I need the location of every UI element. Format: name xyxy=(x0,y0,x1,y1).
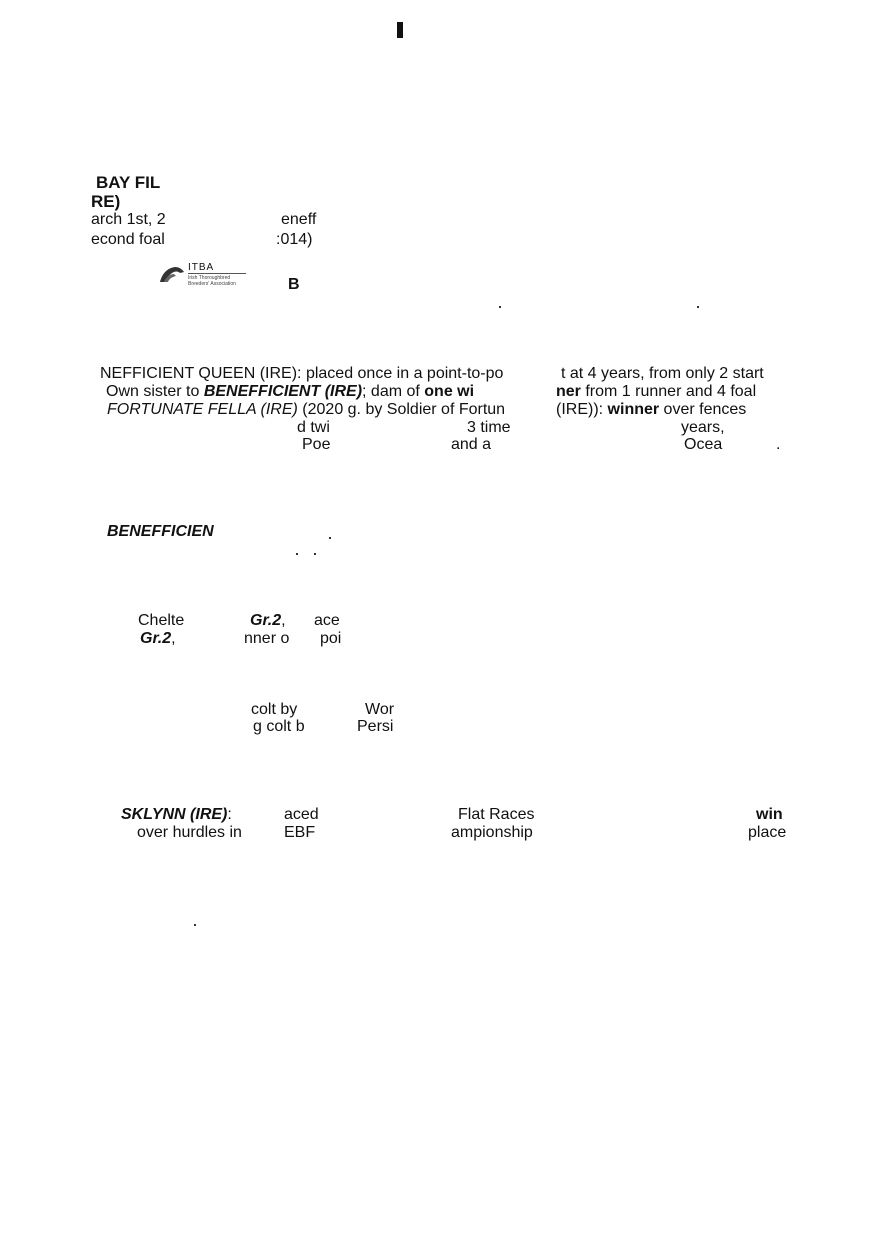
third-line-1c: aced xyxy=(284,806,319,823)
intro-line-1b: eneff xyxy=(281,211,317,228)
dam-bold-text: one wi xyxy=(424,383,475,400)
dam-text: from 1 runner and 4 foal xyxy=(580,383,757,400)
horse-name: BENEFFICIENT (IRE) xyxy=(203,383,363,400)
second-dam-heading: BENEFFICIEN xyxy=(107,523,214,540)
second-line-3b: Wor xyxy=(365,701,395,718)
second-line-2a xyxy=(140,629,176,648)
dam-line-1b: t at 4 years, from only 2 start xyxy=(561,365,764,382)
second-line-4a: g colt b xyxy=(253,718,305,735)
lot-title-suffix: RE) xyxy=(91,192,121,211)
horse-name: SKLYNN (IRE) xyxy=(121,806,228,823)
second-line-1b xyxy=(250,611,286,630)
speck xyxy=(499,306,501,308)
second-line-4b: Persi xyxy=(357,718,394,735)
grade-label: Gr.2 xyxy=(140,630,172,647)
second-line-1a: Chelte xyxy=(138,612,185,629)
third-text: : xyxy=(227,806,232,823)
dam-line-5c: Ocea xyxy=(684,436,723,453)
dam-bold-text: ner xyxy=(556,383,581,400)
dam-line-3b xyxy=(556,400,746,419)
intro-line-1a: arch 1st, 2 xyxy=(91,211,166,228)
intro-line-2b: :014) xyxy=(276,231,313,248)
dam-line-4a: d twi xyxy=(297,419,330,436)
lot-title: BAY FIL xyxy=(96,173,161,192)
dam-text: (2020 g. by Soldier of Fortun xyxy=(297,401,506,418)
itba-logo xyxy=(158,262,248,286)
horse-head-icon xyxy=(158,264,186,284)
intro-line-2a: econd foal xyxy=(91,231,165,248)
second-line-2d: poi xyxy=(320,630,342,647)
dam-bold-text: winner xyxy=(607,401,660,418)
dam-line-5a: Poe xyxy=(302,436,331,453)
third-line-1d: Flat Races xyxy=(458,806,535,823)
third-line-2a: over hurdles in xyxy=(137,824,242,841)
dam-line-3 xyxy=(107,400,505,419)
speck xyxy=(314,553,316,555)
third-line-2b: EBF xyxy=(284,824,316,841)
second-line-2c: nner o xyxy=(244,630,290,647)
dam-line-5d: . xyxy=(776,436,781,453)
third-line-1e: win xyxy=(756,806,783,823)
horse-name: FORTUNATE FELLA (IRE) xyxy=(107,401,298,418)
third-line-1a xyxy=(121,805,232,824)
logo-trailing-text: B xyxy=(288,276,300,293)
dam-text: (IRE)): xyxy=(556,401,608,418)
logo-label: ITBA xyxy=(188,262,215,273)
dam-line-5b: and a xyxy=(451,436,492,453)
dam-line-4c: years, xyxy=(681,419,725,436)
logo-rule xyxy=(188,273,246,274)
speck xyxy=(194,924,196,926)
dam-line-2b xyxy=(556,382,756,401)
third-line-2d: place xyxy=(748,824,787,841)
third-line-2c: ampionship xyxy=(451,824,533,841)
speck xyxy=(296,553,298,555)
grade-label: Gr.2 xyxy=(250,612,282,629)
speck xyxy=(697,306,699,308)
dam-line-2 xyxy=(106,382,474,401)
speck xyxy=(329,537,331,539)
dam-text: Own sister to xyxy=(106,383,204,400)
second-text: , xyxy=(281,612,286,629)
dam-text: ; dam of xyxy=(362,383,425,400)
second-line-1d: ace xyxy=(314,612,340,629)
dam-line-4b: 3 time xyxy=(467,419,511,436)
page-header-mark xyxy=(397,22,403,38)
second-line-3a: colt by xyxy=(251,701,298,718)
second-text: , xyxy=(171,630,176,647)
logo-subtitle: Irish Thoroughbred Breeders' Association xyxy=(188,275,236,287)
dam-line-1a: NEFFICIENT QUEEN (IRE): placed once in a point-to-po xyxy=(100,365,504,382)
dam-text: over fences xyxy=(659,401,747,418)
